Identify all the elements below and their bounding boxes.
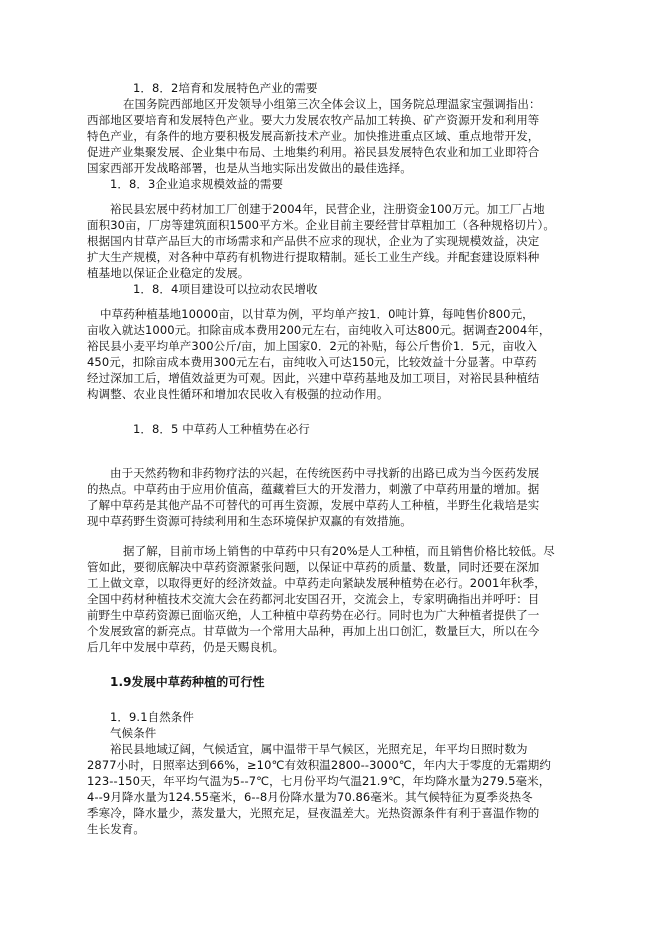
paragraph-line: 4--9月降水量为124.55毫米，6--8月份降水量为70.86毫米。其气候特征为夏季炎热冬 bbox=[87, 790, 533, 804]
paragraph-line: 后几年中发展中草药，仍是天赐良机。 bbox=[87, 640, 285, 654]
section-heading-1-8-3: 1．8．3企业追求规模效益的需要 bbox=[110, 177, 284, 191]
paragraph-line: 123--150天，年平均气温为5--7℃，七月份平均气温21.9℃，年均降水量为279.5毫米， bbox=[87, 774, 551, 788]
paragraph-line: 2877小时，日照率达到66%，≥10℃有效积温2800--3000℃，年内大于零度的无霜期约 bbox=[87, 758, 551, 772]
paragraph-line: 亩收入就达1000元。扣除亩成本费用200元左右，亩纯收入可达800元。据调查2004年， bbox=[87, 323, 551, 337]
paragraph-line: 全国中药材种植技术交流大会在药都河北安国召开，交流会上，专家明确指出并呼吁：目 bbox=[87, 592, 540, 606]
paragraph-line: 西部地区要培育和发展特色产业。要大力发展农牧产品加工转换、矿产资源开发和利用等 bbox=[87, 113, 540, 127]
paragraph-line: 现中草药野生资源可持续利用和生态环境保护双赢的有效措施。 bbox=[87, 514, 412, 528]
paragraph-line: 据了解，目前市场上销售的中草药中只有20%是人工种植，而且销售价格比较低。尽 bbox=[123, 544, 555, 558]
paragraph-line: 裕民县宏展中药材加工厂创建于2004年，民营企业，注册资金100万元。加工厂占地 bbox=[110, 202, 545, 216]
paragraph-line: 生长发育。 bbox=[87, 822, 145, 836]
section-heading-1-8-2: 1．8．2培育和发展特色产业的需要 bbox=[133, 81, 318, 95]
paragraph-line: 管如此，要彻底解决中草药资源紧张问题，以保证中草药的质量、数量，同时还要在深加 bbox=[87, 560, 540, 574]
section-heading-1-8-5: 1．8．5 中草药人工种植势在必行 bbox=[133, 422, 310, 436]
paragraph-line: 经过深加工后，增值效益更为可观。因此，兴建中草药基地及加工项目，对裕民县种植结 bbox=[87, 371, 540, 385]
paragraph-line: 了解中草药是其他产品不可替代的可再生资源，发展中草药人工种植，半野生化栽培是实 bbox=[87, 498, 540, 512]
paragraph-line: 前野生中草药资源已面临灭绝，人工种植中草药势在必行。同时也为广大种植者提供了一 bbox=[87, 608, 540, 622]
paragraph-line: 由于天然药物和非药物疗法的兴起，在传统医药中寻找新的出路已成为当今医药发展 bbox=[110, 466, 540, 480]
paragraph-line: 促进产业集聚发展、企业集中布局、土地集约利用。裕民县发展特色农业和加工业即符合 bbox=[87, 145, 540, 159]
subheading-climate: 气候条件 bbox=[110, 726, 157, 740]
paragraph-line: 植基地以保证企业稳定的发展。 bbox=[87, 266, 250, 280]
paragraph-line: 面积30亩，厂房等建筑面积1500平方米。企业目前主要经营甘草粗加工（各种规格切片）。 bbox=[87, 218, 555, 232]
paragraph-line: 的热点。中草药由于应用价值高，蕴藏着巨大的开发潜力，刺激了中草药用量的增加。据 bbox=[87, 482, 540, 496]
paragraph-line: 裕民县地域辽阔，气候适宜，属中温带干旱气候区，光照充足，年平均日照时数为 bbox=[110, 742, 528, 756]
section-heading-1-9: 1.9发展中草药种植的可行性 bbox=[110, 675, 265, 689]
section-heading-1-8-4: 1．8．4项目建设可以拉动农民增收 bbox=[133, 282, 318, 296]
document-page bbox=[87, 80, 574, 837]
paragraph-line: 在国务院西部地区开发领导小组第三次全体会议上，国务院总理温家宝强调指出： bbox=[123, 97, 541, 111]
paragraph-line: 季寒冷，降水量少，蒸发量大，光照充足，昼夜温差大。光热资源条件有利于喜温作物的 bbox=[87, 806, 540, 820]
paragraph-line: 构调整、农业良性循环和增加农民收入有极强的拉动作用。 bbox=[87, 387, 389, 401]
section-heading-1-9-1: 1．9.1自然条件 bbox=[110, 710, 195, 724]
paragraph-line: 工上做文章，以取得更好的经济效益。中草药走向紧缺发展种植势在必行。2001年秋季， bbox=[87, 576, 546, 590]
paragraph-line: 特色产业，有条件的地方要积极发展高新技术产业。加快推进重点区域、重点地带开发， bbox=[87, 129, 540, 143]
paragraph-line: 扩大生产规模，对各种中草药有机物进行提取精制。延长工业生产线。并配套建设原料种 bbox=[87, 250, 540, 264]
paragraph-line: 个发展致富的新亮点。甘草做为一个常用大品种，再加上出口创汇，数量巨大，所以在今 bbox=[87, 624, 540, 638]
paragraph-line: 根据国内甘草产品巨大的市场需求和产品供不应求的现状，企业为了实现规模效益，决定 bbox=[87, 234, 540, 248]
paragraph-line: 中草药种植基地10000亩，以甘草为例，平均单产按1．0吨计算，每吨售价800元， bbox=[100, 307, 534, 321]
paragraph-line: 国家西部开发战略部署，也是从当地实际出发做出的最佳选择。 bbox=[87, 161, 412, 175]
paragraph-line: 裕民县小麦平均单产300公斤/亩，加上国家0．2元的补贴，每公斤售价1．5元，亩收入 bbox=[87, 339, 538, 353]
paragraph-line: 450元，扣除亩成本费用300元左右，亩纯收入可达150元，比较效益十分显著。中草药 bbox=[87, 355, 537, 369]
